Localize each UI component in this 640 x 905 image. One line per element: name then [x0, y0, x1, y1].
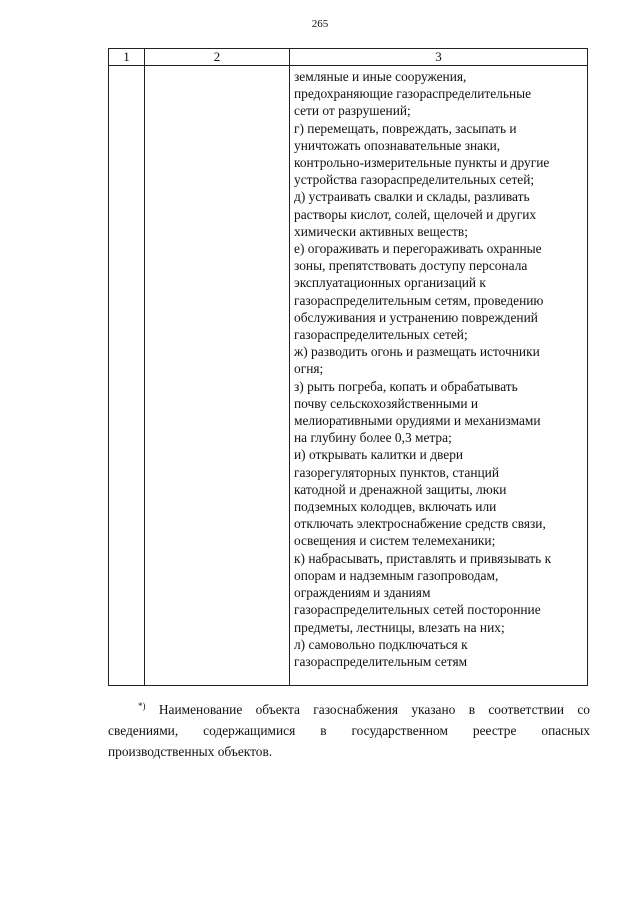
footnote-rest-text: сведениями, содержащимися в государственном реестре опасных производственных объектов.	[108, 723, 590, 759]
text-line: эксплуатационных организаций к	[294, 275, 486, 291]
table-cell-col1	[109, 66, 145, 686]
text-line: предохраняющие газораспределительные	[294, 86, 532, 102]
text-line: д) устраивать свалки и склады, разливать	[294, 189, 530, 205]
text-line: уничтожать опознавательные знаки,	[294, 137, 501, 153]
text-line: газораспределительным сетям, проведению	[294, 292, 544, 308]
text-line: сети от разрушений;	[294, 103, 411, 119]
text-line: к) набрасывать, приставлять и привязывать к	[294, 550, 552, 566]
text-line: освещения и систем телемеханики;	[294, 533, 496, 549]
column-header-3: 3	[290, 49, 588, 66]
text-line: химически активных веществ;	[294, 223, 468, 239]
text-line: ж) разводить огонь и размещать источники	[294, 344, 540, 360]
table-header-row	[109, 49, 588, 66]
page-number: 265	[311, 18, 329, 30]
text-line: подземных колодцев, включать или	[294, 499, 497, 515]
table-cell-col3	[290, 66, 588, 686]
footnote-line1-text: Наименование объекта газоснабжения указано в соответствии со	[158, 702, 590, 717]
table-cell-col2	[145, 66, 290, 686]
text-line: и) открывать калитки и двери	[294, 447, 464, 463]
footnote-first-line	[108, 699, 590, 720]
column-header-2: 2	[145, 49, 290, 66]
text-line: газорегуляторных пунктов, станций	[294, 464, 500, 480]
column-header-1: 1	[109, 49, 145, 66]
text-line: газораспределительным сетям	[294, 653, 468, 669]
text-line: почву сельскохозяйственными и	[294, 395, 479, 411]
text-line: предметы, лестницы, влезать на них;	[294, 619, 505, 635]
text-line: л) самовольно подключаться к	[294, 636, 468, 652]
text-line: ограждениям и зданиям	[294, 585, 431, 601]
text-line: на глубину более 0,3 метра;	[294, 430, 452, 446]
text-line: зоны, препятствовать доступу персонала	[294, 258, 528, 274]
prohibitions-text	[290, 66, 587, 685]
text-line: растворы кислот, солей, щелочей и других	[294, 206, 537, 222]
footnote-marker: *)	[138, 701, 146, 711]
text-line: отключать электроснабжение средств связи,	[294, 516, 546, 532]
footnote	[108, 699, 590, 762]
text-line: опорам и надземным газопроводам,	[294, 567, 499, 583]
text-line: катодной и дренажной защиты, люки	[294, 481, 507, 497]
text-line: земляные и иные сооружения,	[294, 69, 467, 84]
text-line: контрольно-измерительные пункты и другие	[294, 155, 550, 171]
table-row	[109, 66, 588, 686]
text-line: устройства газораспределительных сетей;	[294, 172, 535, 188]
text-line: газораспределительных сетей посторонние	[294, 602, 541, 618]
text-line: з) рыть погреба, копать и обрабатывать	[294, 378, 518, 394]
text-line: г) перемещать, повреждать, засыпать и	[294, 120, 517, 136]
text-line: е) огораживать и перегораживать охранные	[294, 241, 542, 257]
text-line: мелиоративными орудиями и механизмами	[294, 413, 541, 429]
text-line: обслуживания и устранению повреждений	[294, 309, 538, 325]
text-line: огня;	[294, 361, 324, 377]
text-line: газораспределительных сетей;	[294, 327, 468, 343]
document-table	[108, 48, 588, 686]
